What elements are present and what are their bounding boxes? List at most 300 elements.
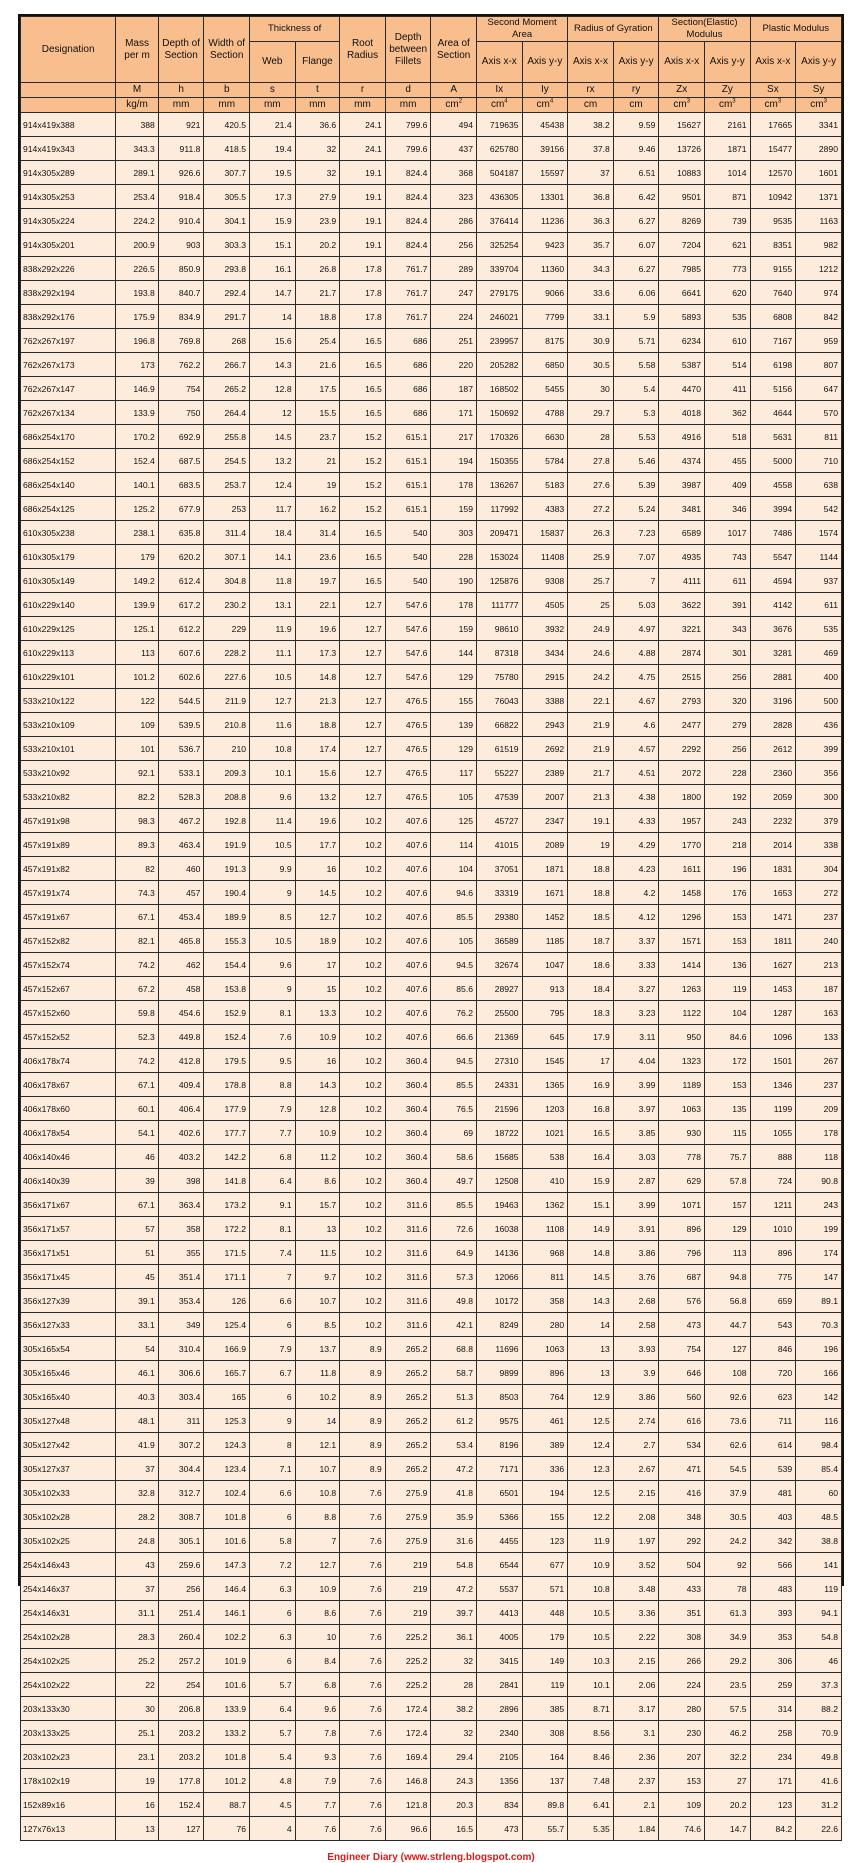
steel-sections-table <box>20 16 842 1841</box>
elastic-axis-xx-header: Axis x-x <box>659 42 705 83</box>
value-cell: 6.8 <box>250 1145 296 1169</box>
value-cell: 13 <box>568 1361 614 1385</box>
value-cell: 566 <box>750 1553 796 1577</box>
table-row <box>21 1529 842 1553</box>
value-cell: 307.2 <box>158 1433 204 1457</box>
table-row <box>21 857 842 881</box>
value-cell: 291.7 <box>204 305 250 329</box>
value-cell: 4383 <box>522 497 568 521</box>
value-cell: 209471 <box>477 521 523 545</box>
value-cell: 17665 <box>750 113 796 137</box>
value-cell: 1199 <box>750 1097 796 1121</box>
value-cell: 3622 <box>659 593 705 617</box>
value-cell: 89.3 <box>116 833 159 857</box>
value-cell: 189.9 <box>204 905 250 929</box>
value-cell: 25500 <box>477 1001 523 1025</box>
value-cell: 612.4 <box>158 569 204 593</box>
value-cell: 2105 <box>477 1745 523 1769</box>
value-cell: 24.1 <box>340 137 386 161</box>
radius-of-gyration-header: Radius of Gyration <box>568 17 659 42</box>
value-cell: 286 <box>431 209 477 233</box>
value-cell: 30 <box>568 377 614 401</box>
value-cell: 17.9 <box>568 1025 614 1049</box>
value-cell: 94.5 <box>431 953 477 977</box>
value-cell: 12.7 <box>295 905 340 929</box>
value-cell: 142.2 <box>204 1145 250 1169</box>
value-cell: 3.23 <box>613 1001 659 1025</box>
value-cell: 10.1 <box>568 1673 614 1697</box>
value-cell: 12.7 <box>340 617 386 641</box>
value-cell: 193.8 <box>116 281 159 305</box>
value-cell: 500 <box>796 689 842 713</box>
value-cell: 19.4 <box>250 137 296 161</box>
value-cell: 170.2 <box>116 425 159 449</box>
value-cell: 224 <box>659 1673 705 1697</box>
unit-cell: mm <box>295 98 340 113</box>
value-cell: 9.59 <box>613 113 659 137</box>
value-cell: 762.2 <box>158 353 204 377</box>
value-cell: 2389 <box>522 761 568 785</box>
value-cell: 10.2 <box>340 905 386 929</box>
value-cell: 11696 <box>477 1337 523 1361</box>
value-cell: 49.7 <box>431 1169 477 1193</box>
value-cell: 540 <box>385 569 431 593</box>
value-cell: 1323 <box>659 1049 705 1073</box>
value-cell: 18.8 <box>568 881 614 905</box>
value-cell: 3434 <box>522 641 568 665</box>
value-cell: 234 <box>750 1745 796 1769</box>
value-cell: 33.1 <box>116 1313 159 1337</box>
designation-cell: 914x419x343 <box>21 137 116 161</box>
value-cell: 118 <box>796 1145 842 1169</box>
value-cell: 14.3 <box>295 1073 340 1097</box>
value-cell: 171 <box>431 401 477 425</box>
value-cell: 67.1 <box>116 1193 159 1217</box>
value-cell: 3.33 <box>613 953 659 977</box>
value-cell: 6.42 <box>613 185 659 209</box>
value-cell: 219 <box>385 1601 431 1625</box>
value-cell: 612.2 <box>158 617 204 641</box>
value-cell: 48.1 <box>116 1409 159 1433</box>
designation-cell: 305x102x33 <box>21 1481 116 1505</box>
unit-cell: mm <box>385 98 431 113</box>
value-cell: 88.2 <box>796 1697 842 1721</box>
value-cell: 254 <box>158 1673 204 1697</box>
value-cell: 31.1 <box>116 1601 159 1625</box>
value-cell: 5455 <box>522 377 568 401</box>
value-cell: 1414 <box>659 953 705 977</box>
value-cell: 28 <box>431 1673 477 1697</box>
value-cell: 7171 <box>477 1457 523 1481</box>
value-cell: 5631 <box>750 425 796 449</box>
value-cell: 3196 <box>750 689 796 713</box>
value-cell: 280 <box>522 1313 568 1337</box>
value-cell: 152.9 <box>204 1001 250 1025</box>
symbol-cell: b <box>204 83 250 98</box>
value-cell: 8.5 <box>295 1313 340 1337</box>
table-row <box>21 1337 842 1361</box>
value-cell: 8.9 <box>340 1433 386 1457</box>
value-cell: 528.3 <box>158 785 204 809</box>
value-cell: 6808 <box>750 305 796 329</box>
designation-cell: 533x210x82 <box>21 785 116 809</box>
value-cell: 17 <box>568 1049 614 1073</box>
value-cell: 6 <box>250 1385 296 1409</box>
value-cell: 76.2 <box>431 1001 477 1025</box>
value-cell: 418.5 <box>204 137 250 161</box>
value-cell: 4018 <box>659 401 705 425</box>
value-cell: 311 <box>158 1409 204 1433</box>
value-cell: 959 <box>796 329 842 353</box>
value-cell: 1611 <box>659 857 705 881</box>
designation-cell: 686x254x170 <box>21 425 116 449</box>
designation-cell: 356x171x57 <box>21 1217 116 1241</box>
value-cell: 74.3 <box>116 881 159 905</box>
value-cell: 40.3 <box>116 1385 159 1409</box>
value-cell: 7.6 <box>340 1529 386 1553</box>
value-cell: 56.8 <box>704 1289 750 1313</box>
value-cell: 11.2 <box>295 1145 340 1169</box>
value-cell: 18.6 <box>568 953 614 977</box>
table-row <box>21 1481 842 1505</box>
value-cell: 307.7 <box>204 161 250 185</box>
value-cell: 102.4 <box>204 1481 250 1505</box>
value-cell: 2292 <box>659 737 705 761</box>
value-cell: 46 <box>116 1145 159 1169</box>
value-cell: 623 <box>750 1385 796 1409</box>
value-cell: 126 <box>204 1289 250 1313</box>
value-cell: 37.9 <box>704 1481 750 1505</box>
value-cell: 308.7 <box>158 1505 204 1529</box>
designation-cell: 914x305x224 <box>21 209 116 233</box>
designation-cell: 914x305x289 <box>21 161 116 185</box>
value-cell: 196 <box>796 1337 842 1361</box>
value-cell: 147.3 <box>204 1553 250 1577</box>
table-body <box>21 113 842 1841</box>
value-cell: 518 <box>704 425 750 449</box>
value-cell: 743 <box>704 545 750 569</box>
value-cell: 30.5 <box>704 1505 750 1529</box>
value-cell: 52.3 <box>116 1025 159 1049</box>
table-row <box>21 953 842 977</box>
value-cell: 10.2 <box>340 1265 386 1289</box>
value-cell: 305.5 <box>204 185 250 209</box>
value-cell: 15.7 <box>295 1193 340 1217</box>
value-cell: 1356 <box>477 1769 523 1793</box>
value-cell: 38.2 <box>431 1697 477 1721</box>
value-cell: 305.1 <box>158 1529 204 1553</box>
value-cell: 476.5 <box>385 689 431 713</box>
value-cell: 659 <box>750 1289 796 1313</box>
value-cell: 2793 <box>659 689 705 713</box>
value-cell: 10883 <box>659 161 705 185</box>
depth-header: Depth of Section <box>158 17 204 83</box>
value-cell: 968 <box>522 1241 568 1265</box>
value-cell: 20.3 <box>431 1793 477 1817</box>
value-cell: 16.5 <box>340 569 386 593</box>
value-cell: 2.15 <box>613 1649 659 1673</box>
value-cell: 141 <box>796 1553 842 1577</box>
value-cell: 7486 <box>750 521 796 545</box>
value-cell: 539 <box>750 1457 796 1481</box>
value-cell: 10.2 <box>340 881 386 905</box>
value-cell: 10.9 <box>568 1553 614 1577</box>
value-cell: 6 <box>250 1313 296 1337</box>
value-cell: 6.3 <box>250 1625 296 1649</box>
value-cell: 7.6 <box>340 1769 386 1793</box>
value-cell: 85.5 <box>431 905 477 929</box>
value-cell: 11.5 <box>295 1241 340 1265</box>
value-cell: 84.2 <box>750 1817 796 1841</box>
value-cell: 453.4 <box>158 905 204 929</box>
value-cell: 149.2 <box>116 569 159 593</box>
value-cell: 635.8 <box>158 521 204 545</box>
value-cell: 209 <box>796 1097 842 1121</box>
designation-cell: 533x210x92 <box>21 761 116 785</box>
value-cell: 196 <box>704 857 750 881</box>
value-cell: 136267 <box>477 473 523 497</box>
value-cell: 129 <box>431 737 477 761</box>
value-cell: 123 <box>750 1793 796 1817</box>
value-cell: 24.2 <box>568 665 614 689</box>
value-cell: 15.6 <box>250 329 296 353</box>
value-cell: 2.1 <box>613 1793 659 1817</box>
value-cell: 15.5 <box>295 401 340 425</box>
value-cell: 36.1 <box>431 1625 477 1649</box>
table-row <box>21 353 842 377</box>
value-cell: 3.9 <box>613 1361 659 1385</box>
value-cell: 25.9 <box>568 545 614 569</box>
value-cell: 5.53 <box>613 425 659 449</box>
value-cell: 481 <box>750 1481 796 1505</box>
value-cell: 409 <box>704 473 750 497</box>
value-cell: 311.6 <box>385 1241 431 1265</box>
value-cell: 7.6 <box>340 1793 386 1817</box>
value-cell: 6.7 <box>250 1361 296 1385</box>
value-cell: 203.2 <box>158 1745 204 1769</box>
value-cell: 2059 <box>750 785 796 809</box>
value-cell: 6234 <box>659 329 705 353</box>
table-row <box>21 1193 842 1217</box>
value-cell: 692.9 <box>158 425 204 449</box>
value-cell: 15.6 <box>295 761 340 785</box>
value-cell: 253.4 <box>116 185 159 209</box>
value-cell: 824.4 <box>385 161 431 185</box>
value-cell: 29.4 <box>431 1745 477 1769</box>
value-cell: 35.9 <box>431 1505 477 1529</box>
value-cell: 29.2 <box>704 1649 750 1673</box>
value-cell: 22.1 <box>295 593 340 617</box>
value-cell: 888 <box>750 1145 796 1169</box>
value-cell: 16.2 <box>295 497 340 521</box>
value-cell: 4455 <box>477 1529 523 1553</box>
area-header: Area of Section <box>431 17 477 83</box>
value-cell: 23.7 <box>295 425 340 449</box>
designation-cell: 254x102x25 <box>21 1649 116 1673</box>
value-cell: 18.5 <box>568 905 614 929</box>
value-cell: 388 <box>116 113 159 137</box>
value-cell: 7.6 <box>340 1649 386 1673</box>
value-cell: 152.4 <box>158 1793 204 1817</box>
value-cell: 8.9 <box>340 1337 386 1361</box>
value-cell: 1653 <box>750 881 796 905</box>
value-cell: 67.1 <box>116 1073 159 1097</box>
designation-cell: 457x152x60 <box>21 1001 116 1025</box>
value-cell: 1571 <box>659 929 705 953</box>
value-cell: 1471 <box>750 905 796 929</box>
value-cell: 87318 <box>477 641 523 665</box>
table-row <box>21 1457 842 1481</box>
value-cell: 410 <box>522 1169 568 1193</box>
value-cell: 544.5 <box>158 689 204 713</box>
value-cell: 7.6 <box>340 1721 386 1745</box>
value-cell: 7.7 <box>295 1793 340 1817</box>
value-cell: 33319 <box>477 881 523 905</box>
value-cell: 6.3 <box>250 1577 296 1601</box>
value-cell: 228 <box>431 545 477 569</box>
value-cell: 18722 <box>477 1121 523 1145</box>
elastic-axis-yy-header: Axis y-y <box>704 42 750 83</box>
value-cell: 177.7 <box>204 1121 250 1145</box>
value-cell: 358 <box>158 1217 204 1241</box>
value-cell: 21369 <box>477 1025 523 1049</box>
value-cell: 16 <box>116 1793 159 1817</box>
symbol-cell: A <box>431 83 477 98</box>
value-cell: 7204 <box>659 233 705 257</box>
value-cell: 38.2 <box>568 113 614 137</box>
value-cell: 1055 <box>750 1121 796 1145</box>
value-cell: 251 <box>431 329 477 353</box>
value-cell: 225.2 <box>385 1649 431 1673</box>
value-cell: 19 <box>568 833 614 857</box>
value-cell: 7.6 <box>250 1025 296 1049</box>
value-cell: 346 <box>704 497 750 521</box>
table-row <box>21 209 842 233</box>
designation-cell: 254x102x22 <box>21 1673 116 1697</box>
value-cell: 720 <box>750 1361 796 1385</box>
value-cell: 125876 <box>477 569 523 593</box>
value-cell: 38.8 <box>796 1529 842 1553</box>
value-cell: 5.7 <box>250 1673 296 1697</box>
value-cell: 175.9 <box>116 305 159 329</box>
value-cell: 10.8 <box>568 1577 614 1601</box>
value-cell: 49.8 <box>796 1745 842 1769</box>
value-cell: 9501 <box>659 185 705 209</box>
value-cell: 265.2 <box>385 1457 431 1481</box>
value-cell: 9.6 <box>250 953 296 977</box>
value-cell: 22 <box>116 1673 159 1697</box>
value-cell: 1287 <box>750 1001 796 1025</box>
value-cell: 30.5 <box>568 353 614 377</box>
value-cell: 514 <box>704 353 750 377</box>
designation-cell: 305x102x25 <box>21 1529 116 1553</box>
value-cell: 407.6 <box>385 1025 431 1049</box>
designation-cell: 610x305x179 <box>21 545 116 569</box>
value-cell: 54 <box>116 1337 159 1361</box>
value-cell: 303.4 <box>158 1385 204 1409</box>
value-cell: 3.99 <box>613 1193 659 1217</box>
value-cell: 3.97 <box>613 1097 659 1121</box>
value-cell: 32.2 <box>704 1745 750 1769</box>
value-cell: 1365 <box>522 1073 568 1097</box>
value-cell: 5547 <box>750 545 796 569</box>
value-cell: 2692 <box>522 737 568 761</box>
value-cell: 51.3 <box>431 1385 477 1409</box>
value-cell: 85.6 <box>431 977 477 1001</box>
value-cell: 2.36 <box>613 1745 659 1769</box>
value-cell: 1.84 <box>613 1817 659 1841</box>
value-cell: 191.9 <box>204 833 250 857</box>
table-row <box>21 257 842 281</box>
value-cell: 25.7 <box>568 569 614 593</box>
symbol-cell: Ix <box>477 83 523 98</box>
value-cell: 2.7 <box>613 1433 659 1457</box>
value-cell: 61.2 <box>431 1409 477 1433</box>
value-cell: 15.2 <box>340 449 386 473</box>
value-cell: 3.86 <box>613 1385 659 1409</box>
value-cell: 4.2 <box>613 881 659 905</box>
value-cell: 194 <box>522 1481 568 1505</box>
value-cell: 129 <box>704 1217 750 1241</box>
value-cell: 4413 <box>477 1601 523 1625</box>
value-cell: 2896 <box>477 1697 523 1721</box>
table-row <box>21 785 842 809</box>
value-cell: 2.22 <box>613 1625 659 1649</box>
designation-cell: 254x146x43 <box>21 1553 116 1577</box>
table-row <box>21 1409 842 1433</box>
value-cell: 205282 <box>477 353 523 377</box>
value-cell: 1163 <box>796 209 842 233</box>
designation-cell: 356x127x39 <box>21 1289 116 1313</box>
value-cell: 1047 <box>522 953 568 977</box>
value-cell: 9.6 <box>250 785 296 809</box>
value-cell: 5537 <box>477 1577 523 1601</box>
value-cell: 1296 <box>659 905 705 929</box>
value-cell: 75780 <box>477 665 523 689</box>
value-cell: 16.5 <box>340 521 386 545</box>
value-cell: 323 <box>431 185 477 209</box>
table-row <box>21 617 842 641</box>
value-cell: 7.6 <box>340 1745 386 1769</box>
value-cell: 461 <box>522 1409 568 1433</box>
value-cell: 1096 <box>750 1025 796 1049</box>
value-cell: 98.3 <box>116 809 159 833</box>
designation-cell: 914x305x201 <box>21 233 116 257</box>
value-cell: 8.6 <box>295 1601 340 1625</box>
value-cell: 469 <box>796 641 842 665</box>
value-cell: 2515 <box>659 665 705 689</box>
value-cell: 1458 <box>659 881 705 905</box>
value-cell: 311.6 <box>385 1217 431 1241</box>
value-cell: 173 <box>116 353 159 377</box>
value-cell: 2232 <box>750 809 796 833</box>
value-cell: 15.1 <box>250 233 296 257</box>
table-row <box>21 233 842 257</box>
value-cell: 8351 <box>750 233 796 257</box>
value-cell: 220 <box>431 353 477 377</box>
value-cell: 69 <box>431 1121 477 1145</box>
table-row <box>21 113 842 137</box>
value-cell: 177.9 <box>204 1097 250 1121</box>
value-cell: 163 <box>796 1001 842 1025</box>
table-row <box>21 689 842 713</box>
value-cell: 141.8 <box>204 1169 250 1193</box>
value-cell: 84.6 <box>704 1025 750 1049</box>
value-cell: 5183 <box>522 473 568 497</box>
table-row <box>21 977 842 1001</box>
value-cell: 10.2 <box>340 929 386 953</box>
value-cell: 178.8 <box>204 1073 250 1097</box>
